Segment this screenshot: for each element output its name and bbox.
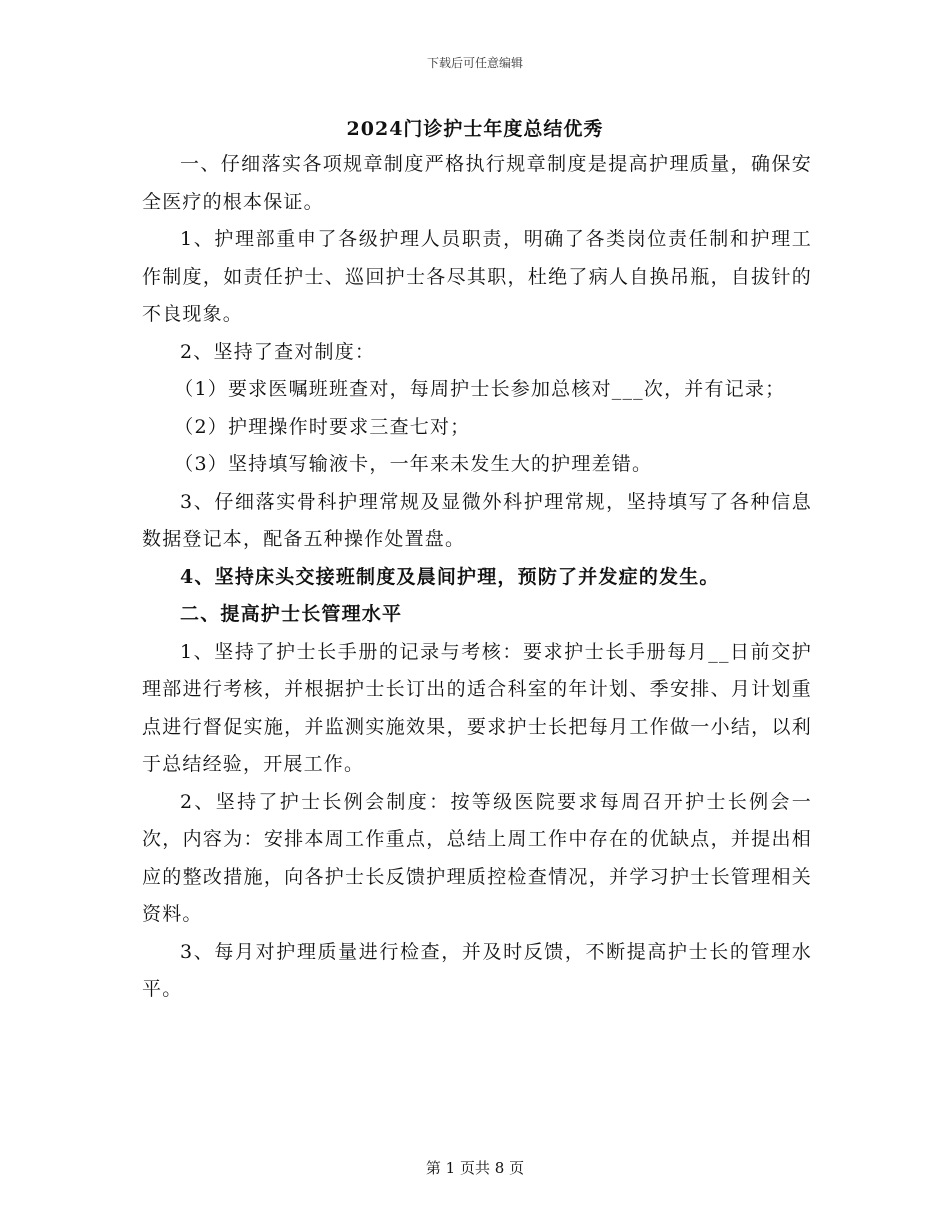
paragraph-management-2: 2、坚持了护士长例会制度：按等级医院要求每周召开护士长例会一次，内容为：安排本周工作重点，总结上周工作中存在的优缺点，并提出相应的整改措施，向各护士长反馈护理质控检查情况，并学习护士长管理相关资料。: [142, 790, 812, 925]
document-body: [142, 146, 812, 1009]
paragraph-item-3: 3、仔细落实骨科护理常规及显微外科护理常规，坚持填写了各种信息数据登记本，配备五种操作处置盘。: [142, 490, 812, 550]
paragraph-management-1: 1、坚持了护士长手册的记录与考核：要求护士长手册每月__日前交护理部进行考核，并根据护士长订出的适合科室的年计划、季安排、月计划重点进行督促实施，并监测实施效果，要求护士长把每月工作做一小结，以利于总结经验，开展工作。: [142, 640, 812, 775]
paragraph-management-3: 3、每月对护理质量进行检查，并及时反馈，不断提高护士长的管理水平。: [142, 940, 812, 1000]
page-number-footer: 第 1 页共 8 页: [425, 1159, 525, 1177]
section-heading-rules: 一、仔细落实各项规章制度严格执行规章制度是提高护理质量，确保安全医疗的根本保证。: [142, 153, 812, 213]
paragraph-subitem-3: （3）坚持填写输液卡，一年来未发生大的护理差错。: [174, 453, 653, 475]
section-heading-management: 二、提高护士长管理水平: [180, 603, 403, 625]
paragraph-item-1: 1、护理部重申了各级护理人员职责，明确了各类岗位责任制和护理工作制度，如责任护士、巡回护士各尽其职，杜绝了病人自换吊瓶，自拔针的不良现象。: [142, 228, 812, 325]
paragraph-subitem-2: （2）护理操作时要求三查七对；: [174, 415, 471, 438]
document-title: 2024门诊护士年度总结优秀: [346, 118, 604, 140]
paragraph-subitem-1: （1）要求医嘱班班查对，每周护士长参加总核对___次，并有记录；: [174, 378, 786, 400]
header-note: 下载后可任意编辑: [426, 56, 523, 70]
paragraph-item-4: 4、坚持床头交接班制度及晨间护理，预防了并发症的发生。: [180, 565, 720, 588]
paragraph-item-2: 2、坚持了查对制度：: [180, 340, 376, 363]
